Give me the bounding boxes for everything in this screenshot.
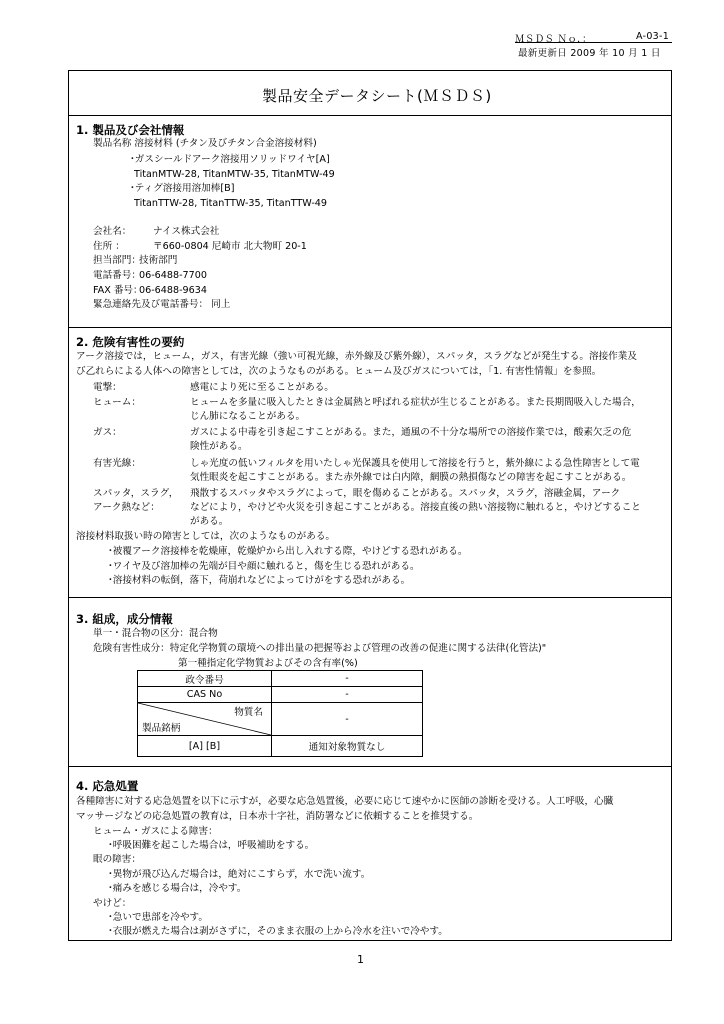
table-cell-value: 通知対象物質なし xyxy=(272,736,423,757)
section-3-heading: 3. 組成，成分情報 xyxy=(76,612,173,626)
emergency-contact: 緊急連絡先及び電話番号： 同上 xyxy=(93,299,231,310)
hazard-text-electric: 感電により死に至ることがある。 xyxy=(190,382,334,393)
last-updated-date: 最新更新日 2009 年 10 月 1 日 xyxy=(518,48,661,59)
mixture-classification: 単一・混合物の区分：混合物 xyxy=(93,628,218,639)
product-b-name: ･ティグ溶接用溶加棒[B] xyxy=(130,183,235,194)
handling-hazard-intro: 溶接材料取扱い時の障害としては，次のようなものがある。 xyxy=(76,531,336,542)
burn-item-2: ･衣服が燃えた場合は剥がさずに，そのまま衣服の上から冷水を注いで冷やす。 xyxy=(108,926,448,937)
section-separator-4 xyxy=(68,766,672,767)
page-title: 製品安全データシート(ＭＳＤＳ) xyxy=(262,87,492,105)
substance-name-label: 物質名 xyxy=(234,707,263,718)
product-b-models: TitanTTW-28, TitanTTW-35, TitanTTW-49 xyxy=(134,198,328,209)
msds-number-label: ＭＳＤＳ Ｎｏ．： xyxy=(515,34,592,45)
phone-label: 電話番号： xyxy=(93,270,141,281)
table-cell-value: - xyxy=(272,687,423,703)
fume-gas-injury-title: ヒューム・ガスによる障害： xyxy=(93,826,218,837)
section-4-heading: 4. 応急処置 xyxy=(76,779,139,793)
hazard-intro-line-2: び乙れらによる人体への障害としては，次のようなものがある。ヒューム及びガスについては，「1. 有害性情報」を参照。 xyxy=(76,366,602,377)
handling-bullet-3: ･溶接材料の転倒，落下，荷崩れなどによってけがをする恐れがある。 xyxy=(108,575,411,586)
hazard-label-gas: ガス： xyxy=(93,427,122,438)
table-cell-label: 政令番号 xyxy=(138,671,272,687)
hazard-label-arc-heat: アーク熱など： xyxy=(93,502,160,513)
product-a-models: TitanMTW-28, TitanMTW-35, TitanMTW-49 xyxy=(134,169,335,180)
page-number: 1 xyxy=(357,953,364,966)
burn-title: やけど： xyxy=(93,898,132,909)
hazard-text-light-2: 気性眼炎を起こすことがある。また赤外線では白内障，網膜の熱損傷などの障害を起こすことがある。 xyxy=(190,472,632,483)
phone-value: 06-6488-7700 xyxy=(139,270,207,281)
company-value: ナイス株式会社 xyxy=(153,226,220,237)
hazard-label-spatter: スパッタ，スラグ， xyxy=(93,488,179,499)
table-cell-label: CAS No xyxy=(138,687,272,703)
table-cell-value: - xyxy=(272,671,423,687)
section-separator-2 xyxy=(68,327,672,328)
table-cell-diagonal-header xyxy=(138,703,272,736)
address-value: 〒660-0804 尼崎市 北大物町 20-1 xyxy=(153,241,307,252)
hazard-text-light-1: しゃ光度の低いフィルタを用いたしゃ光保護具を使用して溶接を行うと，紫外線による急性障害として電 xyxy=(190,458,640,469)
hazard-label-electric: 電撃： xyxy=(93,382,122,393)
burn-item-1: ･急いで患部を冷やす。 xyxy=(108,912,208,923)
section-1-heading: 1. 製品及び会社情報 xyxy=(76,123,185,137)
table-row xyxy=(138,687,423,703)
hazard-intro-line-1: アーク溶接では，ヒューム，ガス，有害光線（強い可視光線，赤外線及び紫外線），スパッタ，スラグなどが発生する。溶接作業及 xyxy=(76,351,637,362)
msds-number-value: A-03-1 xyxy=(636,31,670,42)
hazard-text-fume-1: ヒュームを多量に吸入したときは金属熱と呼ばれる症状が生じることがある。また長期間吸入した場合， xyxy=(190,397,641,408)
hazard-text-spatter: 飛散するスパッタやスラグによって，眼を傷めることがある。スパッタ，スラグ，溶融金属，アーク xyxy=(190,488,621,499)
section-separator-3 xyxy=(68,597,672,598)
fax-value: 06-6488-9634 xyxy=(139,285,207,296)
handling-bullet-2: ･ワイヤ及び溶加棒の先端が目や顔に触れると，傷を生じる恐れがある。 xyxy=(108,561,420,572)
first-aid-intro-line-2: マッサージなどの応急処置の教育は，日本赤十字社，消防署などに依頼することを推奨する。 xyxy=(76,811,479,822)
hazard-text-fume-2: じん肺になることがある。 xyxy=(190,411,306,422)
hazard-label-fume: ヒューム： xyxy=(93,397,141,408)
table-row xyxy=(138,671,423,687)
first-aid-intro-line-1: 各種障害に対する応急処置を以下に示すが，必要な応急処置後，必要に応じて速やかに医師の診断を受ける。人工呼吸，心臓 xyxy=(76,796,614,807)
section-2-heading: 2. 危険有害性の要約 xyxy=(76,335,185,349)
company-label: 会社名： xyxy=(93,226,132,237)
product-a-name: ･ガスシールドアーク溶接用ソリッドワイヤ[A] xyxy=(130,154,330,165)
hazard-text-gas-1: ガスによる中毒を引き起こすことがある。また，通風の不十分な場所での溶接作業では，酸素欠乏の危 xyxy=(190,427,632,438)
address-label: 住所 ： xyxy=(93,241,125,252)
fax-label: FAX 番号： xyxy=(93,285,143,296)
hazard-text-arc-heat-2: がある。 xyxy=(190,516,229,527)
table-cell-value: - xyxy=(272,703,423,736)
fume-gas-injury-item: ･呼吸困難を起こした場合は，呼吸補助をする。 xyxy=(108,840,315,851)
handling-bullet-1: ･被覆アーク溶接棒を乾燥庫，乾燥炉から出し入れする際，やけどする恐れがある。 xyxy=(108,546,468,557)
product-brand-label: 製品銘柄 xyxy=(142,723,181,734)
department-label: 担当部門： xyxy=(93,255,141,266)
hazard-text-arc-heat-1: などにより，やけどや火災を引き起こすことがある。溶接直後の熱い溶接物に触れると，やけどすること xyxy=(190,502,641,513)
hazard-text-gas-2: 険性がある。 xyxy=(190,441,248,452)
table-row xyxy=(138,736,423,757)
header-rule xyxy=(515,42,672,43)
department-value: 技術部門 xyxy=(139,255,178,266)
eye-injury-item-2: ･痛みを感じる場合は，冷やす。 xyxy=(108,883,247,894)
table-caption: 第一種指定化学物質およびその含有率(%) xyxy=(178,658,358,669)
table-cell-label: [A] [B] xyxy=(138,736,272,757)
eye-injury-item-1: ･異物が飛び込んだ場合は，絶対にこすらず，水で洗い流す。 xyxy=(108,869,371,880)
composition-table xyxy=(137,670,423,757)
hazard-label-light: 有害光線： xyxy=(93,458,141,469)
eye-injury-title: 眼の障害： xyxy=(93,854,141,865)
product-name-line: 製品名称 溶接材料 (チタン及びチタン合金溶接材料) xyxy=(93,138,317,149)
title-separator xyxy=(68,115,672,116)
hazardous-components-law: 危険有害性成分：特定化学物質の環境への排出量の把握等および管理の改善の促進に関する法律(化管法)" xyxy=(93,643,547,654)
table-row xyxy=(138,703,423,736)
